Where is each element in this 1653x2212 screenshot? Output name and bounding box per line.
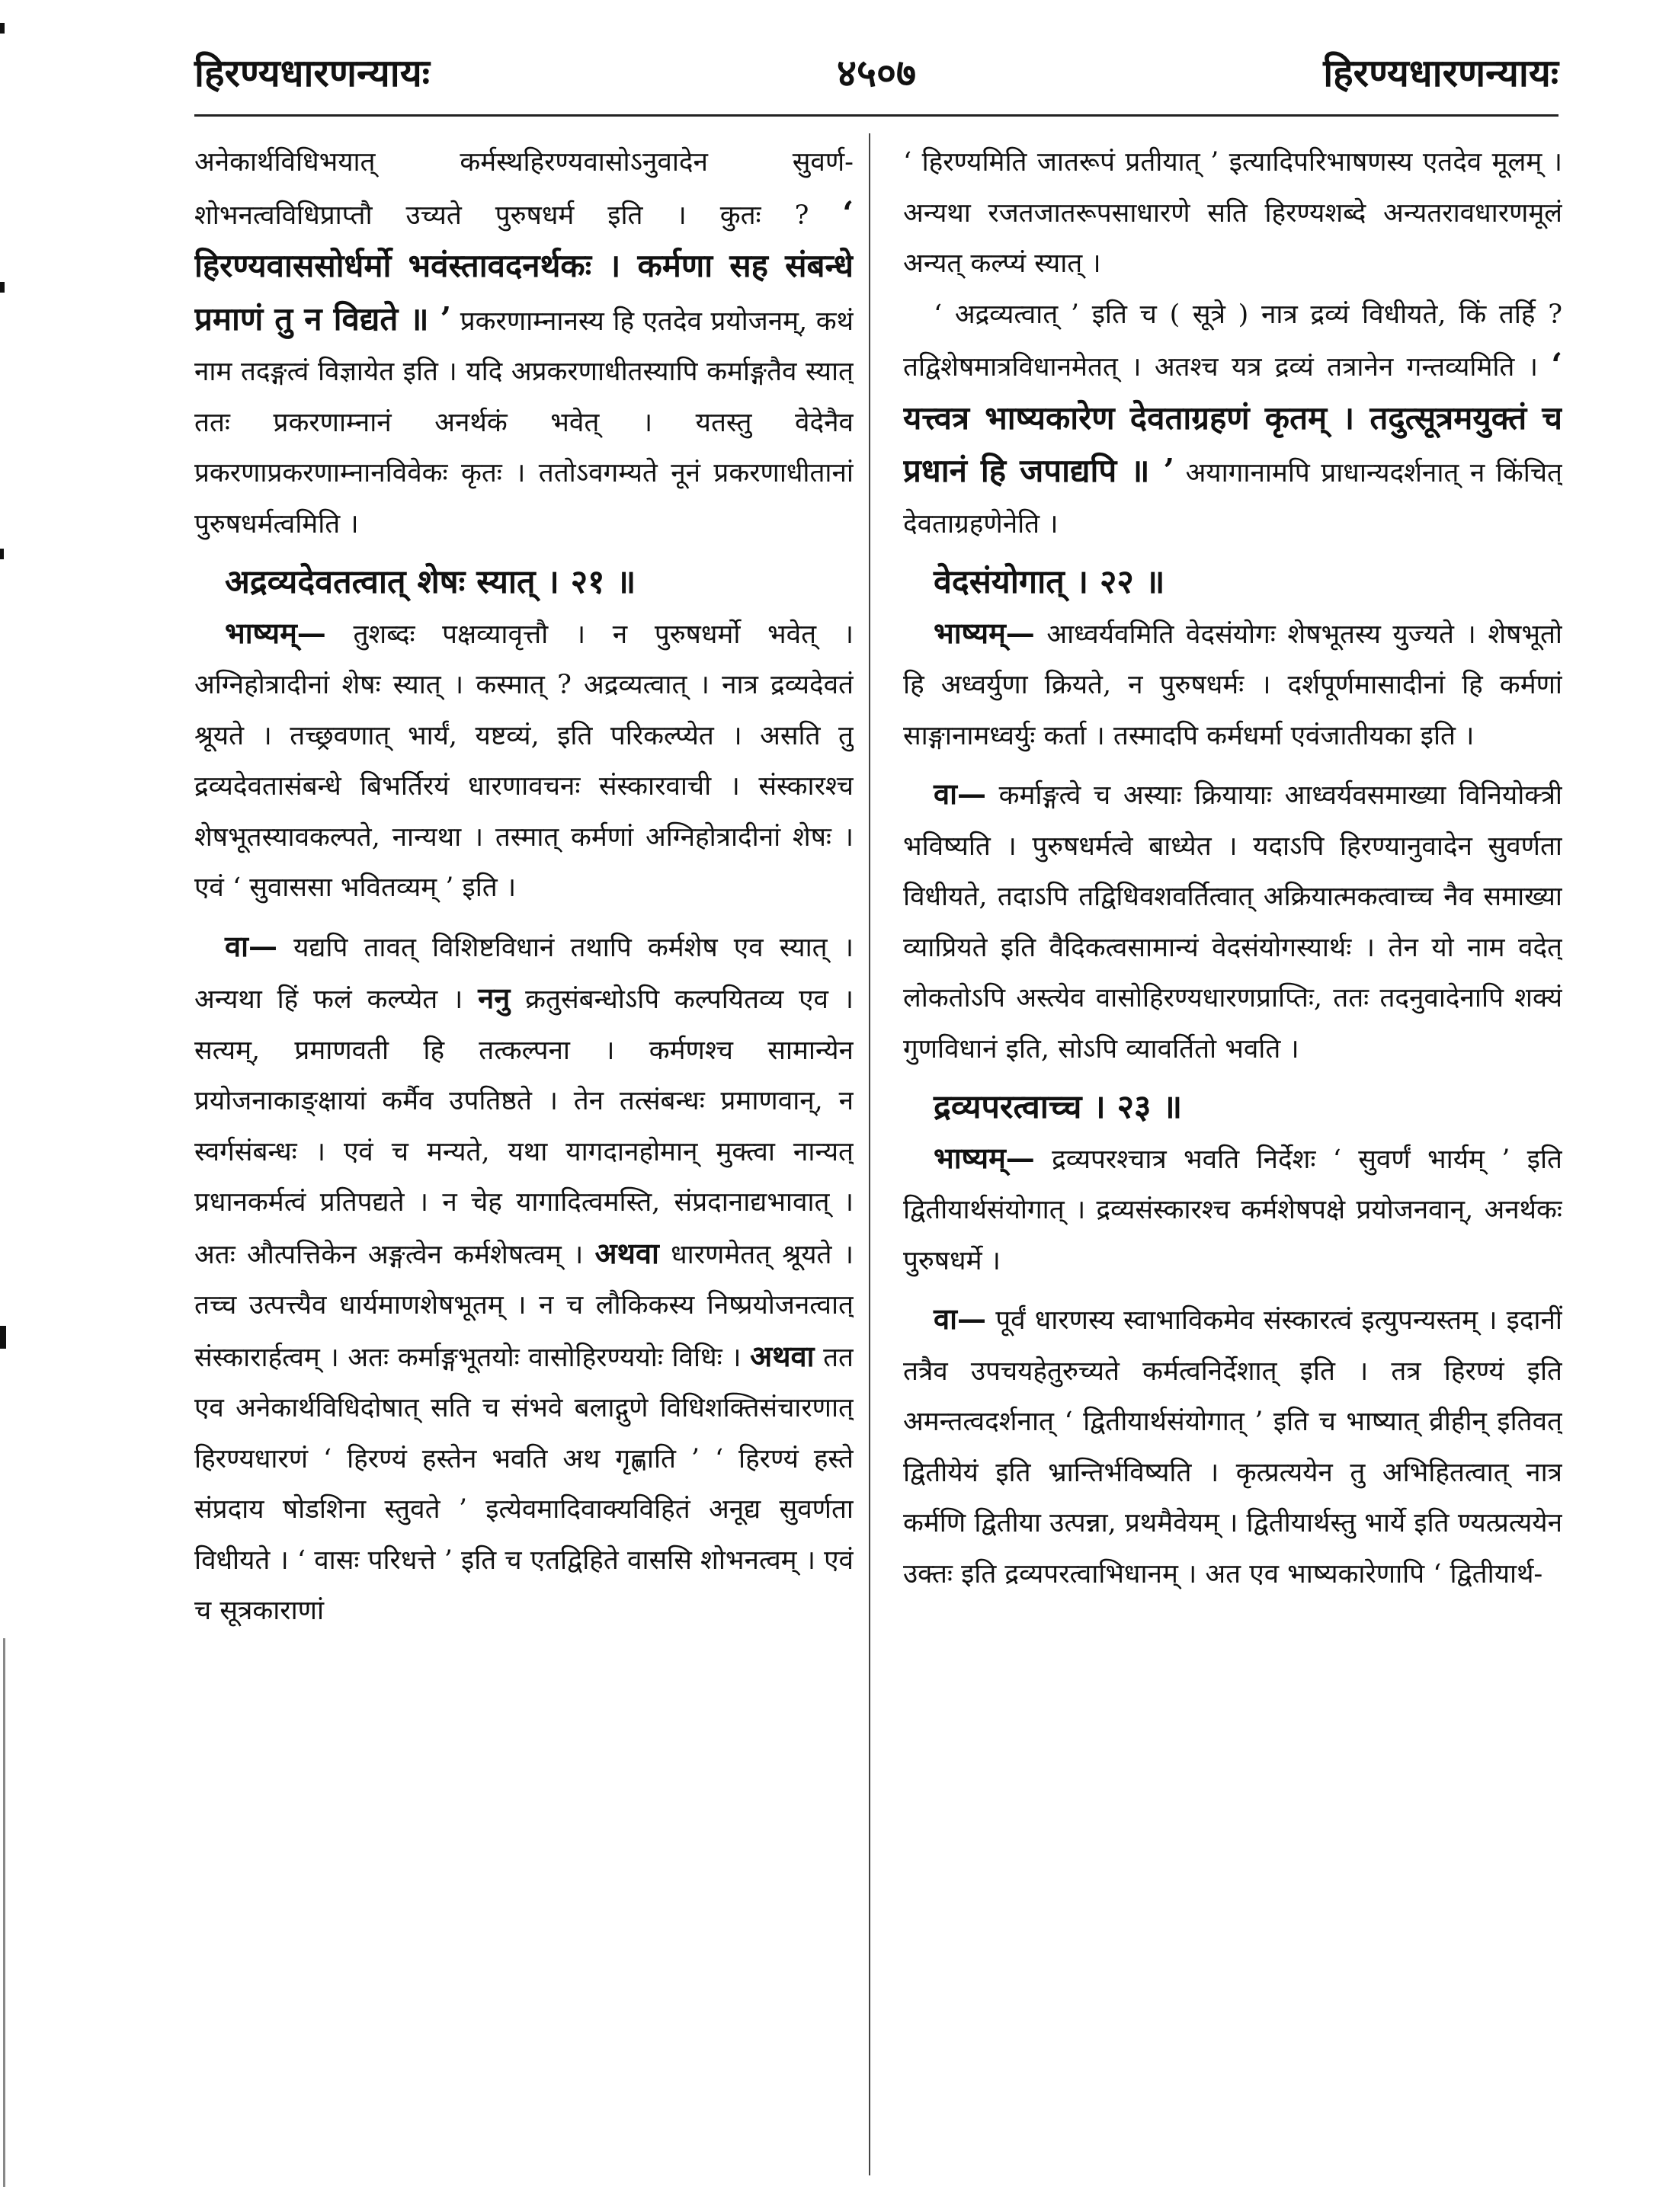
sutra-21: अद्रव्यदेवतत्वात् शेषः स्यात् । २१ ॥ (225, 563, 636, 601)
va-label: वा— (225, 928, 277, 963)
text: आध्वर्यवमिति वेदसंयोगः शेषभूतस्य युज्यते । शेषभूतो हि अध्वर्युणा क्रियते, न पुरुषधर्मः । दर्शपूर्णमासादीनां हि कर्मणां साङ्गानामध्वर्युः कर्ता । तस्मादपि कर्मधर्मा एवंजातीयका इति । (903, 619, 1562, 751)
right-column (903, 137, 1562, 2164)
bhashya-label: भाष्यम्— (225, 615, 326, 650)
text: तत एव अनेकार्थविधिदोषात् सति च संभवे बलाद्गुणे विधिशक्तिसंचारणात् हिरण्यधारणं ‘ हिरण्यं हस्तेन भवति अथ गृह्णाति ’ ‘ हिरण्यं हस्ते संप्रदाय षोडशिना स्तुवते ’ इत्येवमादिवाक्यविहितं अनूद्य सुवर्णता विधीयते । ‘ वासः परिधत्ते ’ इति च एतद्विहिते वाससि शोभनत्वम् । एवं च सूत्रकाराणां (194, 1342, 854, 1626)
left-column (194, 137, 854, 2164)
running-header (194, 46, 1558, 107)
header-title-right: हिरण्यधारणन्यायः (1323, 50, 1558, 95)
scan-edge-marks (0, 0, 17, 2212)
sutra-22: वेदसंयोगात् । २२ ॥ (934, 563, 1165, 601)
va-label: वा— (934, 776, 986, 811)
scan-mark (0, 1326, 6, 1349)
paragraph (194, 137, 854, 549)
text: तुशब्दः पक्षव्यावृत्तौ । न पुरुषधर्मो भवेत् । अग्निहोत्रादीनां शेषः स्यात् । कस्मात् ? अद्रव्यत्वात् । नात्र द्रव्यदेवतं श्रूयते । तच्छ्रवणात् भार्यं, यष्टव्यं, इति परिकल्प्येत । असति तु द्रव्यदेवतासंबन्धे बिभर्तिरयं धारणावचनः संस्कारवाची । संस्कारश्च शेषभूतस्यावकल्पते, नान्यथा । तस्मात् कर्मणां अग्निहोत्रादीनां शेषः । एवं ‘ सुवाससा भवितव्यम् ’ इति । (194, 619, 854, 903)
scan-mark (0, 549, 4, 559)
page-number: ४५०७ (837, 50, 916, 95)
bhashya-22 (903, 608, 1562, 762)
text: अयागानामपि प्राधान्यदर्शनात् न किंचित् देवताग्रहणेनेति । (903, 458, 1562, 539)
text: यद्यपि तावत् विशिष्टविधानं तथापि कर्मशेष एव स्यात् । अन्यथा हिं फलं कल्प्येत । (194, 932, 854, 1015)
bhashya-label: भाष्यम्— (934, 1140, 1035, 1175)
va-label: वा— (934, 1301, 986, 1336)
bhashya-label: भाष्यम्— (934, 615, 1035, 650)
text: ‘ अद्रव्यत्वात् ’ इति च ( सूत्रे ) नात्र द्रव्यं विधीयते, किं तर्हि ? तद्विशेषमात्रविधानमेतत् । अतश्च यत्र द्रव्यं तत्रानेन गन्तव्यमिति । (903, 299, 1562, 383)
varttika-21 (194, 921, 854, 1637)
text: पूर्वं धारणस्य स्वाभाविकमेव संस्कारत्वं इत्युपन्यस्तम् । इदानीं तत्रैव उपचयहेतुरुच्यते कर्मत्वनिर्देशात् इति । तत्र हिरण्यं इति अमन्तत्वदर्शनात् ‘ द्वितीयार्थसंयोगात् ’ इति च भाष्यात् व्रीहीन् इतिवत् द्वितीयेयं इति भ्रान्तिर्भविष्यति । कृत्प्रत्ययेन तु अभिहितत्वात् नात्र कर्मणि द्वितीया उत्पन्ना, प्रथमैवेयम् । द्वितीयार्थस्तु भार्ये इति ण्यत्प्रत्ययेन उक्तः इति द्रव्यपरत्वाभिधानम् । अत एव भाष्यकारेणापि ‘ द्वितीयार्थ- (903, 1305, 1562, 1589)
emphasis: अथवा (594, 1235, 659, 1270)
bhashya-23 (903, 1133, 1562, 1287)
text: धारणमेतत् श्रूयते । तच्च उत्पत्त्यैव धार्यमाणशेषभूतम् । न च लौकिकस्य निष्प्रयोजनत्वात् संस्कारार्हत्वम् । अतः कर्माङ्गभूतयोः वासोहिरण्ययोः विधिः । (194, 1239, 854, 1373)
scan-mark (0, 282, 5, 293)
scan-mark (3, 1638, 5, 2187)
paragraph: ‘ हिरण्यमिति जातरूपं प्रतीयात् ’ इत्यादिपरिभाषणस्य एतदेव मूलम् । अन्यथा रजतजातरूपसाधारणे सति हिरण्यशब्दे अन्यतरावधारणमूलं अन्यत् कल्प्यं स्यात् । (903, 147, 1562, 279)
paragraph (903, 290, 1562, 550)
text: अनेकार्थविधिभयात् कर्मस्थहिरण्यवासोऽनुवादेन सुवर्ण-शोभनत्वविधिप्राप्तौ उच्यते पुरुषधर्म इति । कुतः ? (194, 147, 854, 231)
header-rule (194, 114, 1558, 117)
varttika-23 (903, 1294, 1562, 1599)
quoted-verse: ‘ यत्त्वत्र भाष्यकारेण देवताग्रहणं कृतम् । तदुत्सूत्रमयुक्तं च प्रधानं हि जपाद्यपि ॥ ’ (903, 346, 1562, 489)
text: कर्माङ्गत्वे च अस्याः क्रियायाः आध्वर्यवसमाख्या विनियोक्त्री भविष्यति । पुरुषधर्मत्वे बाध्येत । यदाऽपि हिरण्यानुवादेन सुवर्णता विधीयते, तदाऽपि तद्विधिवशवर्तित्वात् अक्रियात्मकत्वाच्च नैव समाख्या व्याप्रियते इति वैदिकत्वसामान्यं वेदसंयोगस्यार्थः । तेन यो नाम वदेत् लोकतोऽपि अस्त्येव वासोहिरण्यधारणप्राप्तिः, ततः तदनुवादेनापि शक्यं गुणविधानं इति, सोऽपि व्यावर्तितो भवति । (903, 780, 1562, 1064)
emphasis: ननु (478, 981, 511, 1015)
bhashya-21 (194, 608, 854, 914)
sutra-23: द्रव्यपरत्वाच्च । २३ ॥ (934, 1088, 1183, 1126)
varttika-22 (903, 769, 1562, 1074)
quoted-verse: ‘ हिरण्यवाससोर्धर्मो भवंस्तावदनर्थकः । कर्मणा सह संबन्धे प्रमाणं तु न विद्यते ॥ ’ (194, 194, 854, 338)
text: प्रकरणाम्नानस्य हि एतदेव प्रयोजनम्, कथं नाम तदङ्गत्वं विज्ञायेत इति । यदि अप्रकरणाधीतस्यापि कर्माङ्गतैव स्यात् ततः प्रकरणाम्नानं अनर्थकं भवेत् । यतस्तु वेदेनैव प्रकरणाप्रकरणाम्नानविवेकः कृतः । ततोऽवगम्यते नूनं प्रकरणाधीतानां पुरुषधर्मत्वमिति । (194, 306, 854, 539)
scan-mark (0, 23, 5, 34)
text: क्रतुसंबन्धोऽपि कल्पयितव्य एव । सत्यम्, प्रमाणवती हि तत्कल्पना । कर्मणश्च सामान्येन प्रयोजनाकाङ्क्षायां कर्मैव उपतिष्ठते । तेन तत्संबन्धः प्रमाणवान्, न स्वर्गसंबन्धः । एवं च मन्यते, यथा यागदानहोमान् मुक्त्वा नान्यत् प्रधानकर्मत्वं प्रतिपद्यते । न चेह यागादित्वमस्ति, संप्रदानाद्यभावात् । अतः औत्पत्तिकेन अङ्गत्वेन कर्मशेषत्वम् । (194, 984, 854, 1270)
text: द्रव्यपरश्चात्र भवति निर्देशः ‘ सुवर्णं भार्यम् ’ इति द्वितीयार्थसंयोगात् । द्रव्यसंस्कारश्च कर्मशेषपक्षे प्रयोजनवान्, अनर्थकः पुरुषधर्मे । (903, 1144, 1562, 1276)
emphasis: अथवा (750, 1338, 815, 1373)
header-title-left: हिरण्यधारणन्यायः (194, 50, 430, 95)
column-divider (869, 133, 870, 2175)
